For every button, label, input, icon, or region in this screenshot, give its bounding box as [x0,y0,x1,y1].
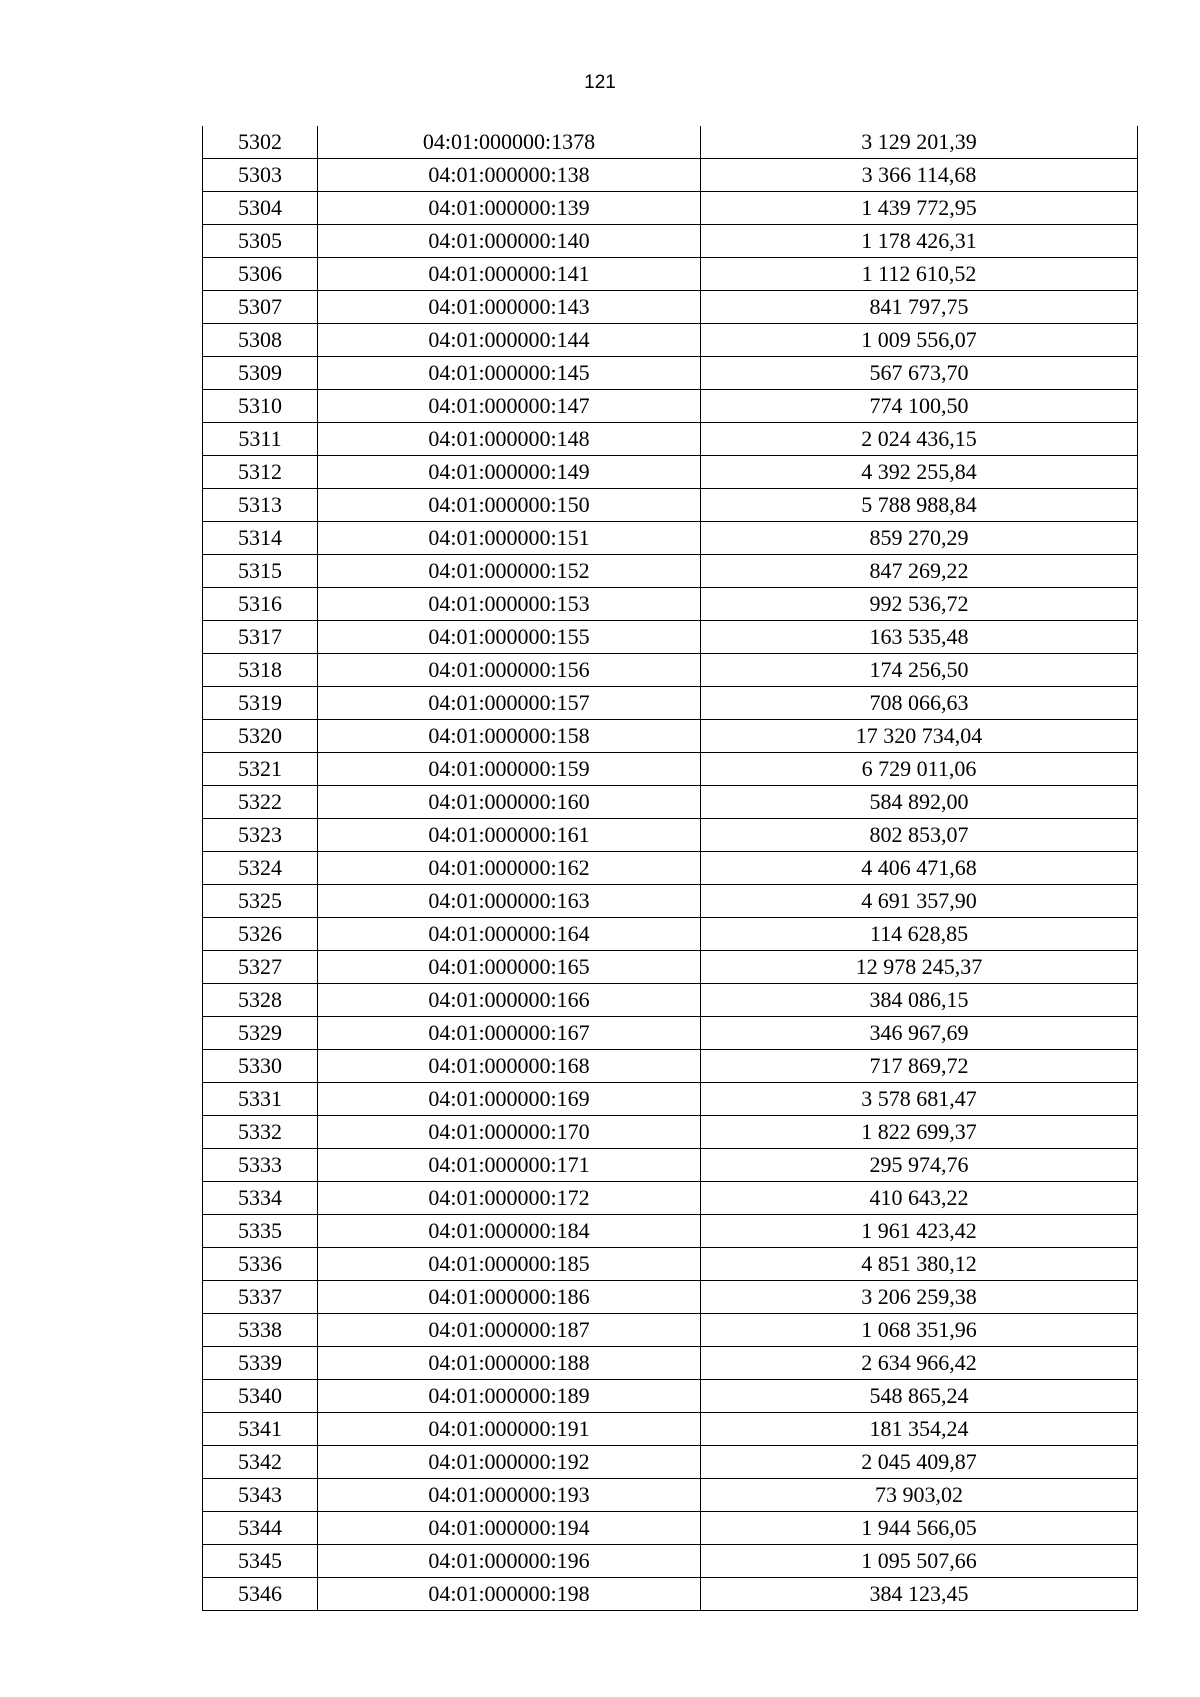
table-row [203,555,1138,588]
table-row [203,1347,1138,1380]
cadastral-number-cell: 04:01:000000:165 [318,951,701,984]
table-row [203,489,1138,522]
table-row [203,654,1138,687]
cadastral-value-cell: 2 024 436,15 [701,423,1138,456]
cadastral-number-cell: 04:01:000000:139 [318,192,701,225]
cadastral-value-cell: 584 892,00 [701,786,1138,819]
cadastral-number-cell: 04:01:000000:155 [318,621,701,654]
table-row [203,1116,1138,1149]
row-number-cell: 5303 [203,159,318,192]
table-row [203,1017,1138,1050]
cadastral-value-cell: 6 729 011,06 [701,753,1138,786]
cadastral-value-cell: 708 066,63 [701,687,1138,720]
cadastral-value-cell: 992 536,72 [701,588,1138,621]
row-number-cell: 5330 [203,1050,318,1083]
table-row [203,390,1138,423]
cadastral-value-cell: 1 822 699,37 [701,1116,1138,1149]
cadastral-value-cell: 5 788 988,84 [701,489,1138,522]
cadastral-number-cell: 04:01:000000:184 [318,1215,701,1248]
row-number-cell: 5315 [203,555,318,588]
table-row [203,1380,1138,1413]
row-number-cell: 5334 [203,1182,318,1215]
row-number-cell: 5307 [203,291,318,324]
cadastral-value-cell: 859 270,29 [701,522,1138,555]
table-row [203,1215,1138,1248]
table-row [203,1182,1138,1215]
cadastral-value-cell: 847 269,22 [701,555,1138,588]
table-row [203,918,1138,951]
table-row [203,720,1138,753]
page-number: 121 [584,72,616,93]
cadastral-number-cell: 04:01:000000:143 [318,291,701,324]
row-number-cell: 5335 [203,1215,318,1248]
table-row [203,885,1138,918]
cadastral-value-cell: 1 095 507,66 [701,1545,1138,1578]
cadastral-number-cell: 04:01:000000:171 [318,1149,701,1182]
table-row [203,1446,1138,1479]
cadastral-number-cell: 04:01:000000:189 [318,1380,701,1413]
cadastral-number-cell: 04:01:000000:141 [318,258,701,291]
cadastral-value-cell: 548 865,24 [701,1380,1138,1413]
table-row [203,984,1138,1017]
row-number-cell: 5325 [203,885,318,918]
cadastral-number-cell: 04:01:000000:157 [318,687,701,720]
cadastral-value-cell: 346 967,69 [701,1017,1138,1050]
cadastral-value-cell: 2 045 409,87 [701,1446,1138,1479]
cadastral-value-cell: 717 869,72 [701,1050,1138,1083]
row-number-cell: 5344 [203,1512,318,1545]
table-row [203,852,1138,885]
table-row [203,192,1138,225]
row-number-cell: 5305 [203,225,318,258]
row-number-cell: 5321 [203,753,318,786]
row-number-cell: 5339 [203,1347,318,1380]
cadastral-value-cell: 3 129 201,39 [701,126,1138,159]
table-row [203,423,1138,456]
row-number-cell: 5336 [203,1248,318,1281]
table-row [203,522,1138,555]
table-row [203,951,1138,984]
cadastral-value-cell: 3 206 259,38 [701,1281,1138,1314]
row-number-cell: 5304 [203,192,318,225]
cadastral-value-cell: 295 974,76 [701,1149,1138,1182]
cadastral-number-cell: 04:01:000000:152 [318,555,701,588]
table-row [203,819,1138,852]
cadastral-value-cell: 3 366 114,68 [701,159,1138,192]
cadastral-number-cell: 04:01:000000:166 [318,984,701,1017]
cadastral-value-cell: 1 068 351,96 [701,1314,1138,1347]
row-number-cell: 5343 [203,1479,318,1512]
table-row [203,753,1138,786]
row-number-cell: 5322 [203,786,318,819]
row-number-cell: 5341 [203,1413,318,1446]
table-row [203,588,1138,621]
table-row [203,1413,1138,1446]
table-row [203,1314,1138,1347]
cadastral-number-cell: 04:01:000000:185 [318,1248,701,1281]
cadastral-number-cell: 04:01:000000:172 [318,1182,701,1215]
row-number-cell: 5319 [203,687,318,720]
row-number-cell: 5311 [203,423,318,456]
row-number-cell: 5312 [203,456,318,489]
row-number-cell: 5323 [203,819,318,852]
row-number-cell: 5310 [203,390,318,423]
row-number-cell: 5326 [203,918,318,951]
table-row [203,1578,1138,1611]
row-number-cell: 5327 [203,951,318,984]
cadastral-number-cell: 04:01:000000:147 [318,390,701,423]
cadastral-number-cell: 04:01:000000:196 [318,1545,701,1578]
cadastral-number-cell: 04:01:000000:186 [318,1281,701,1314]
table-row [203,126,1138,159]
cadastral-number-cell: 04:01:000000:162 [318,852,701,885]
cadastral-number-cell: 04:01:000000:150 [318,489,701,522]
row-number-cell: 5317 [203,621,318,654]
row-number-cell: 5308 [203,324,318,357]
row-number-cell: 5314 [203,522,318,555]
table-row [203,1512,1138,1545]
cadastral-value-cell: 2 634 966,42 [701,1347,1138,1380]
cadastral-number-cell: 04:01:000000:191 [318,1413,701,1446]
row-number-cell: 5340 [203,1380,318,1413]
row-number-cell: 5342 [203,1446,318,1479]
table-row [203,357,1138,390]
table-row [203,1149,1138,1182]
cadastral-number-cell: 04:01:000000:167 [318,1017,701,1050]
cadastral-number-cell: 04:01:000000:193 [318,1479,701,1512]
cadastral-number-cell: 04:01:000000:158 [318,720,701,753]
cadastral-value-cell: 4 392 255,84 [701,456,1138,489]
row-number-cell: 5302 [203,126,318,159]
table-row [203,1050,1138,1083]
table-row [203,1083,1138,1116]
cadastral-value-cell: 12 978 245,37 [701,951,1138,984]
row-number-cell: 5316 [203,588,318,621]
row-number-cell: 5346 [203,1578,318,1611]
cadastral-value-cell: 181 354,24 [701,1413,1138,1446]
table-body [203,126,1138,1611]
row-number-cell: 5332 [203,1116,318,1149]
table-row [203,786,1138,819]
cadastral-value-cell: 3 578 681,47 [701,1083,1138,1116]
cadastral-number-cell: 04:01:000000:148 [318,423,701,456]
cadastral-value-cell: 384 086,15 [701,984,1138,1017]
cadastral-number-cell: 04:01:000000:140 [318,225,701,258]
cadastral-number-cell: 04:01:000000:1378 [318,126,701,159]
cadastral-number-cell: 04:01:000000:151 [318,522,701,555]
cadastral-number-cell: 04:01:000000:160 [318,786,701,819]
row-number-cell: 5338 [203,1314,318,1347]
cadastral-value-cell: 384 123,45 [701,1578,1138,1611]
cadastral-number-cell: 04:01:000000:164 [318,918,701,951]
cadastral-number-cell: 04:01:000000:198 [318,1578,701,1611]
cadastral-value-cell: 114 628,85 [701,918,1138,951]
table-row [203,1479,1138,1512]
table-row [203,621,1138,654]
cadastral-value-cell: 410 643,22 [701,1182,1138,1215]
cadastral-number-cell: 04:01:000000:168 [318,1050,701,1083]
cadastral-number-cell: 04:01:000000:163 [318,885,701,918]
row-number-cell: 5329 [203,1017,318,1050]
cadastral-number-cell: 04:01:000000:161 [318,819,701,852]
row-number-cell: 5313 [203,489,318,522]
table-row [203,225,1138,258]
row-number-cell: 5328 [203,984,318,1017]
cadastral-value-cell: 1 009 556,07 [701,324,1138,357]
cadastral-number-cell: 04:01:000000:138 [318,159,701,192]
table-row [203,1545,1138,1578]
cadastral-number-cell: 04:01:000000:188 [318,1347,701,1380]
cadastral-number-cell: 04:01:000000:159 [318,753,701,786]
cadastral-value-cell: 1 112 610,52 [701,258,1138,291]
table-row [203,324,1138,357]
cadastral-number-cell: 04:01:000000:192 [318,1446,701,1479]
cadastral-value-table [202,126,1138,1611]
cadastral-number-cell: 04:01:000000:153 [318,588,701,621]
cadastral-value-cell: 774 100,50 [701,390,1138,423]
cadastral-number-cell: 04:01:000000:194 [318,1512,701,1545]
cadastral-value-cell: 1 439 772,95 [701,192,1138,225]
row-number-cell: 5345 [203,1545,318,1578]
table-row [203,687,1138,720]
table-row [203,1248,1138,1281]
table-row [203,291,1138,324]
cadastral-value-cell: 1 944 566,05 [701,1512,1138,1545]
cadastral-value-cell: 163 535,48 [701,621,1138,654]
cadastral-number-cell: 04:01:000000:169 [318,1083,701,1116]
row-number-cell: 5318 [203,654,318,687]
cadastral-value-cell: 802 853,07 [701,819,1138,852]
cadastral-number-cell: 04:01:000000:170 [318,1116,701,1149]
row-number-cell: 5333 [203,1149,318,1182]
cadastral-value-cell: 4 691 357,90 [701,885,1138,918]
cadastral-value-cell: 174 256,50 [701,654,1138,687]
row-number-cell: 5320 [203,720,318,753]
table-row [203,159,1138,192]
cadastral-value-cell: 1 178 426,31 [701,225,1138,258]
cadastral-value-cell: 1 961 423,42 [701,1215,1138,1248]
table-row [203,456,1138,489]
cadastral-value-cell: 4 851 380,12 [701,1248,1138,1281]
row-number-cell: 5337 [203,1281,318,1314]
cadastral-value-cell: 17 320 734,04 [701,720,1138,753]
cadastral-number-cell: 04:01:000000:187 [318,1314,701,1347]
row-number-cell: 5306 [203,258,318,291]
row-number-cell: 5309 [203,357,318,390]
cadastral-number-cell: 04:01:000000:156 [318,654,701,687]
cadastral-number-cell: 04:01:000000:144 [318,324,701,357]
cadastral-number-cell: 04:01:000000:145 [318,357,701,390]
cadastral-value-cell: 73 903,02 [701,1479,1138,1512]
table-row [203,1281,1138,1314]
cadastral-number-cell: 04:01:000000:149 [318,456,701,489]
row-number-cell: 5324 [203,852,318,885]
row-number-cell: 5331 [203,1083,318,1116]
cadastral-value-cell: 841 797,75 [701,291,1138,324]
cadastral-value-cell: 4 406 471,68 [701,852,1138,885]
cadastral-value-cell: 567 673,70 [701,357,1138,390]
table-row [203,258,1138,291]
